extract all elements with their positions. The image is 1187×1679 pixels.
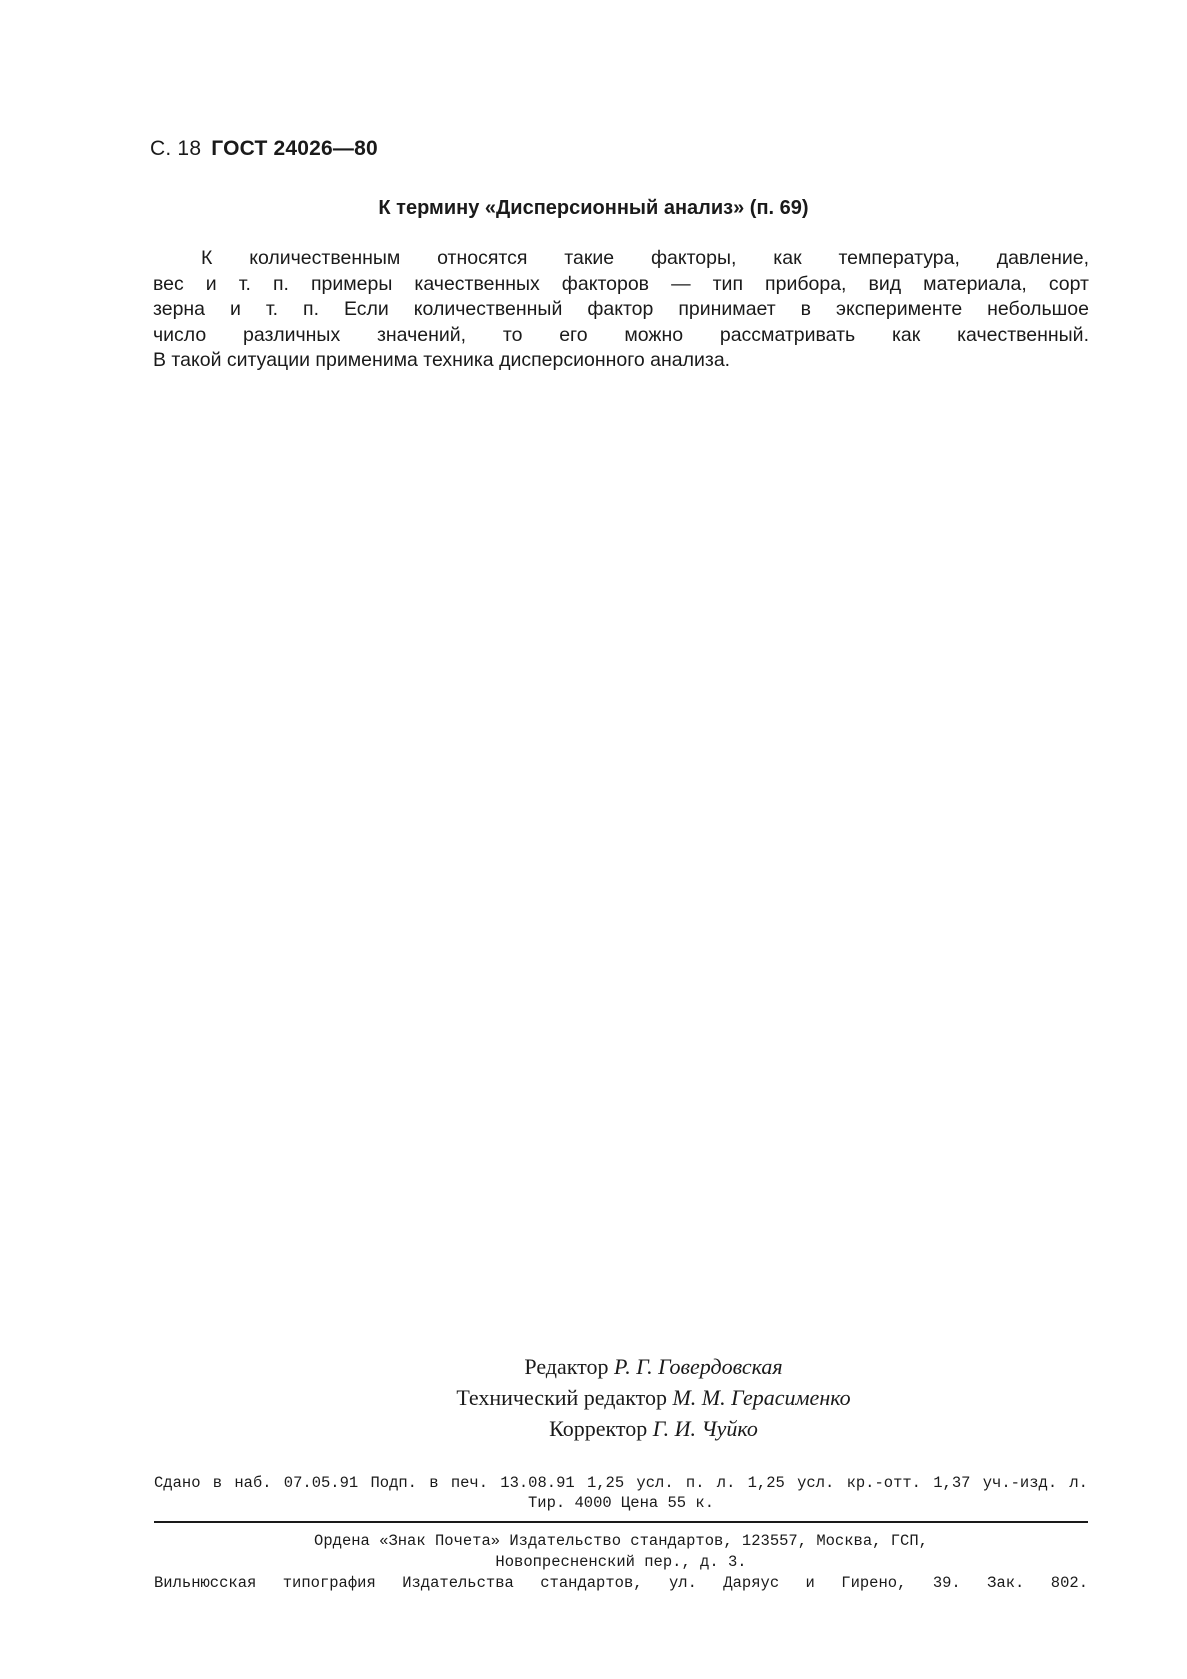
paragraph-line: зерна и т. п. Если количественный фактор принимает в эксперименте небольшое — [153, 298, 1089, 320]
page-header — [150, 137, 378, 161]
tech-editor-name: М. М. Герасименко — [672, 1385, 851, 1410]
proofreader-role: Корректор — [549, 1416, 648, 1441]
tech-editor-role: Технический редактор — [456, 1385, 667, 1410]
editor-row — [0, 1351, 1187, 1382]
editor-name: Р. Г. Говердовская — [613, 1354, 783, 1379]
proofreader-row — [0, 1413, 1187, 1444]
tech-editor-row — [0, 1382, 1187, 1413]
paragraph-line: вес и т. п. примеры качественных факторов — тип прибора, вид материала, сорт — [153, 272, 1089, 295]
publisher-line: Новопресненский пер., д. 3. — [495, 1553, 747, 1571]
paragraph-line: К количественным относятся такие факторы, как температура, давление, — [201, 247, 1089, 269]
imprint-block — [154, 1473, 1088, 1513]
paragraph-line: В такой ситуации применима техника дисперсионного анализа. — [153, 349, 731, 371]
paragraph-line: число различных значений, то его можно рассматривать как качественный. — [153, 323, 1089, 346]
body-paragraph — [153, 246, 1089, 374]
editor-role: Редактор — [524, 1354, 609, 1379]
publisher-block — [154, 1531, 1088, 1594]
page-number: С. 18 — [150, 137, 202, 160]
imprint-line: Сдано в наб. 07.05.91 Подп. в печ. 13.08.91 1,25 усл. п. л. 1,25 усл. кр.-отт. 1,37 уч.-изд. л. — [154, 1474, 1088, 1492]
publisher-line: Вильнюсская типография Издательства стандартов, ул. Даряус и Гирено, 39. Зак. 802. — [154, 1574, 1088, 1592]
credits-block — [0, 1351, 1187, 1444]
divider — [154, 1521, 1088, 1523]
standard-code: ГОСТ 24026—80 — [211, 137, 378, 160]
imprint-line: Тир. 4000 Цена 55 к. — [527, 1494, 715, 1512]
section-title: К термину «Дисперсионный анализ» (п. 69) — [378, 197, 809, 219]
publisher-line: Ордена «Знак Почета» Издательство стандартов, 123557, Москва, ГСП, — [314, 1532, 928, 1550]
proofreader-name: Г. И. Чуйко — [652, 1416, 758, 1441]
